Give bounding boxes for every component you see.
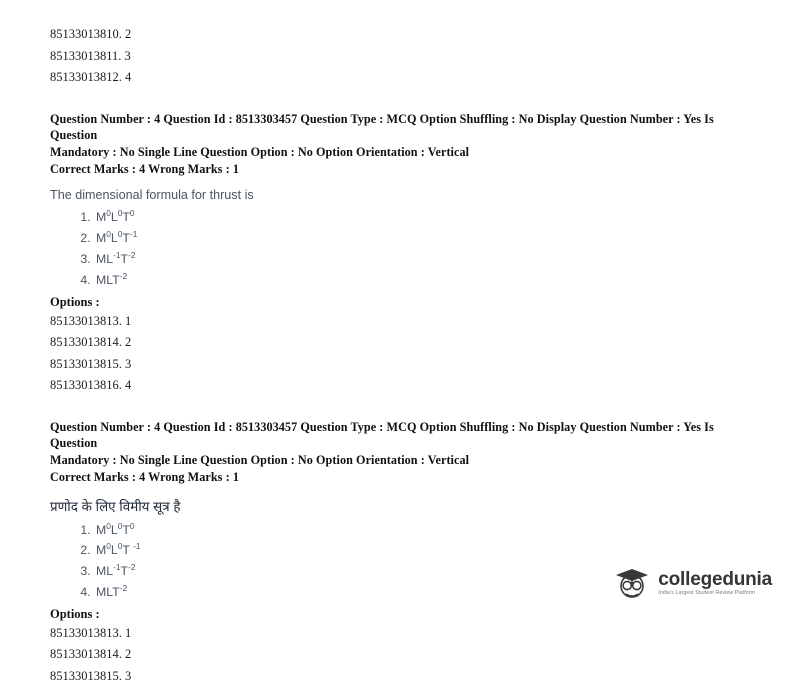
option-id: 85133013816. 4 [50, 378, 132, 393]
option-id: 85133013814. 2 [50, 335, 132, 350]
question-block-english [50, 111, 750, 397]
choice-4-text: $MLT^{-2}$ [96, 583, 128, 600]
previous-question-option-ids [50, 24, 750, 89]
choice-1-text: $M^0L^0T^0$ [96, 208, 135, 225]
choice-2-text: $M^0L^0T^{-1}$ [96, 229, 138, 246]
question-marks-line: Correct Marks : 4 Wrong Marks : 1 [50, 470, 239, 485]
option-id: 85133013810. 2 [50, 27, 132, 41]
choice-item [94, 521, 750, 539]
spacer [50, 397, 750, 419]
choice-item [94, 208, 750, 226]
spacer [50, 89, 750, 111]
options-label: Options : [50, 294, 100, 309]
choice-2-text: $M^0L^0T$ $^{-1}$ [96, 541, 141, 558]
watermark-brand-name: collegedunia [658, 568, 772, 590]
options-label: Options : [50, 606, 100, 621]
question-text: The dimensional formula for thrust is [50, 188, 254, 203]
watermark-text [658, 570, 772, 596]
collegedunia-watermark [613, 564, 772, 602]
choice-3-text: $ML^{-1}T^{-2}$ [96, 562, 136, 579]
option-id-list [50, 311, 750, 397]
question-meta-line-1: Question Number : 4 Question Id : 8513303457 Question Type : MCQ Option Shuffling : No Display Question Number : Yes Is Question [50, 111, 714, 142]
choice-item [94, 271, 750, 289]
choice-item [94, 541, 750, 559]
choice-item [94, 229, 750, 247]
option-id: 85133013815. 3 [50, 668, 132, 683]
question-meta-line-2: Mandatory : No Single Line Question Option : No Option Orientation : Vertical [50, 453, 470, 468]
option-id: 85133013815. 3 [50, 356, 132, 371]
choice-list [50, 208, 750, 289]
option-id: 85133013812. 4 [50, 70, 132, 84]
option-id: 85133013814. 2 [50, 647, 132, 662]
option-id: 85133013813. 1 [50, 625, 132, 640]
option-id-list [50, 623, 750, 687]
choice-4-text: $MLT^{-2}$ [96, 271, 128, 288]
question-marks-line: Correct Marks : 4 Wrong Marks : 1 [50, 162, 239, 177]
watermark-tagline: India's Largest Student Review Platform [658, 589, 756, 596]
question-meta-line-1: Question Number : 4 Question Id : 8513303457 Question Type : MCQ Option Shuffling : No Display Question Number : Yes Is Question [50, 419, 714, 450]
graduate-face-icon [613, 564, 651, 602]
question-meta-line-2: Mandatory : No Single Line Question Option : No Option Orientation : Vertical [50, 144, 470, 159]
option-id: 85133013811. 3 [50, 48, 131, 63]
question-text: प्रणोद के लिए विमीय सूत्र है [50, 498, 181, 514]
option-id: 85133013813. 1 [50, 313, 132, 328]
choice-3-text: $ML^{-1}T^{-2}$ [96, 250, 136, 267]
choice-1-text: $M^0L^0T^0$ [96, 520, 135, 537]
question-block-hindi [50, 419, 750, 687]
choice-item [94, 250, 750, 268]
